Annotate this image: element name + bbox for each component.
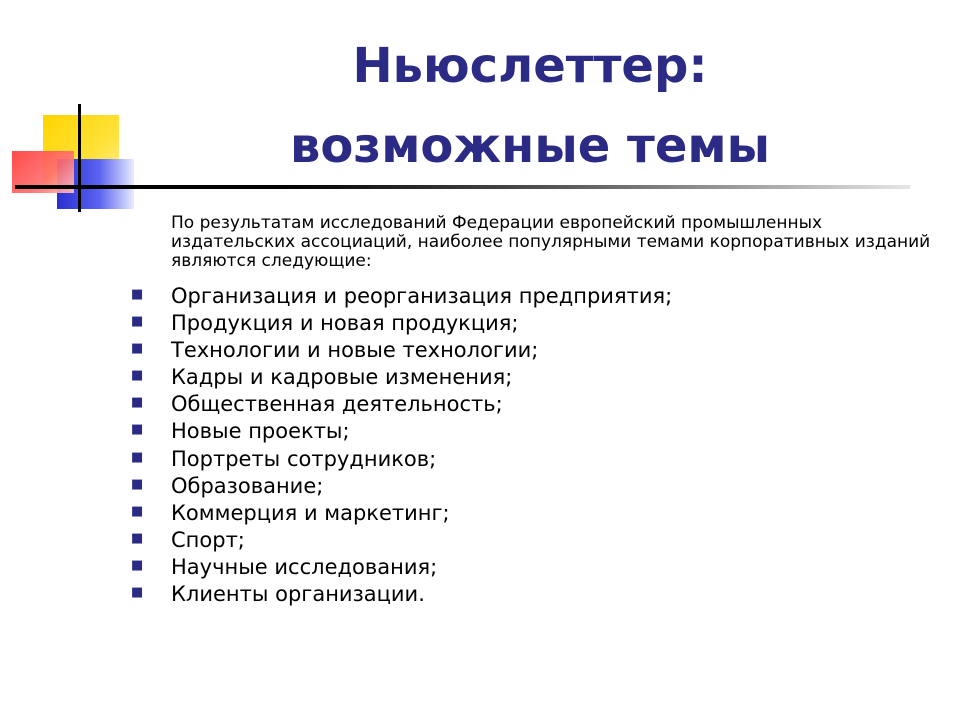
list-item-label: Образование; bbox=[171, 473, 324, 498]
list-item-label: Продукция и новая продукция; bbox=[171, 311, 519, 336]
square-bullet-icon: ■ bbox=[131, 557, 144, 573]
square-bullet-icon: ■ bbox=[131, 287, 144, 302]
list-item-label: Коммерция и маркетинг; bbox=[171, 500, 450, 525]
list-item bbox=[0, 446, 960, 473]
list-item bbox=[0, 283, 960, 310]
square-bullet-icon: ■ bbox=[131, 314, 144, 330]
list-item bbox=[0, 418, 960, 445]
list-item-label: Общественная деятельность; bbox=[171, 392, 503, 417]
list-item-label: Новые проекты; bbox=[171, 419, 350, 444]
list-item bbox=[0, 500, 960, 527]
slide-title-line-1: Ньюслеттер: bbox=[352, 38, 708, 94]
square-bullet-icon: ■ bbox=[131, 341, 144, 357]
list-item-label: Клиенты организации. bbox=[171, 582, 425, 607]
list-item-label: Организация и реорганизация предприятия; bbox=[171, 284, 673, 308]
square-bullet-icon: ■ bbox=[131, 476, 144, 492]
deco-vertical-line bbox=[78, 104, 81, 212]
square-bullet-icon: ■ bbox=[131, 449, 144, 465]
list-item bbox=[0, 527, 960, 554]
square-bullet-icon: ■ bbox=[131, 530, 144, 546]
title-divider-line bbox=[15, 185, 910, 189]
list-item bbox=[0, 391, 960, 418]
topics-list bbox=[0, 283, 960, 608]
list-item bbox=[0, 310, 960, 337]
list-item-label: Портреты сотрудников; bbox=[171, 446, 437, 471]
square-bullet-icon: ■ bbox=[131, 503, 144, 519]
list-item-label: Кадры и кадровые изменения; bbox=[171, 365, 513, 390]
list-item-label: Технологии и новые технологии; bbox=[171, 338, 539, 363]
square-bullet-icon: ■ bbox=[131, 422, 144, 438]
square-bullet-icon: ■ bbox=[131, 368, 144, 384]
intro-paragraph: По результатам исследований Федерации европейский промышленных издательских ассоциаций, наиболее популярными темами корпоративных изданий являются следующие: bbox=[171, 213, 931, 271]
list-item bbox=[0, 581, 960, 608]
list-item-label: Спорт; bbox=[171, 527, 245, 552]
list-item bbox=[0, 337, 960, 364]
slide-title-line-2: возможные темы bbox=[289, 118, 771, 174]
square-bullet-icon: ■ bbox=[131, 585, 144, 601]
list-item bbox=[0, 364, 960, 391]
list-item-label: Научные исследования; bbox=[171, 554, 438, 579]
square-bullet-icon: ■ bbox=[131, 395, 144, 411]
list-item bbox=[0, 473, 960, 500]
list-item bbox=[0, 554, 960, 581]
